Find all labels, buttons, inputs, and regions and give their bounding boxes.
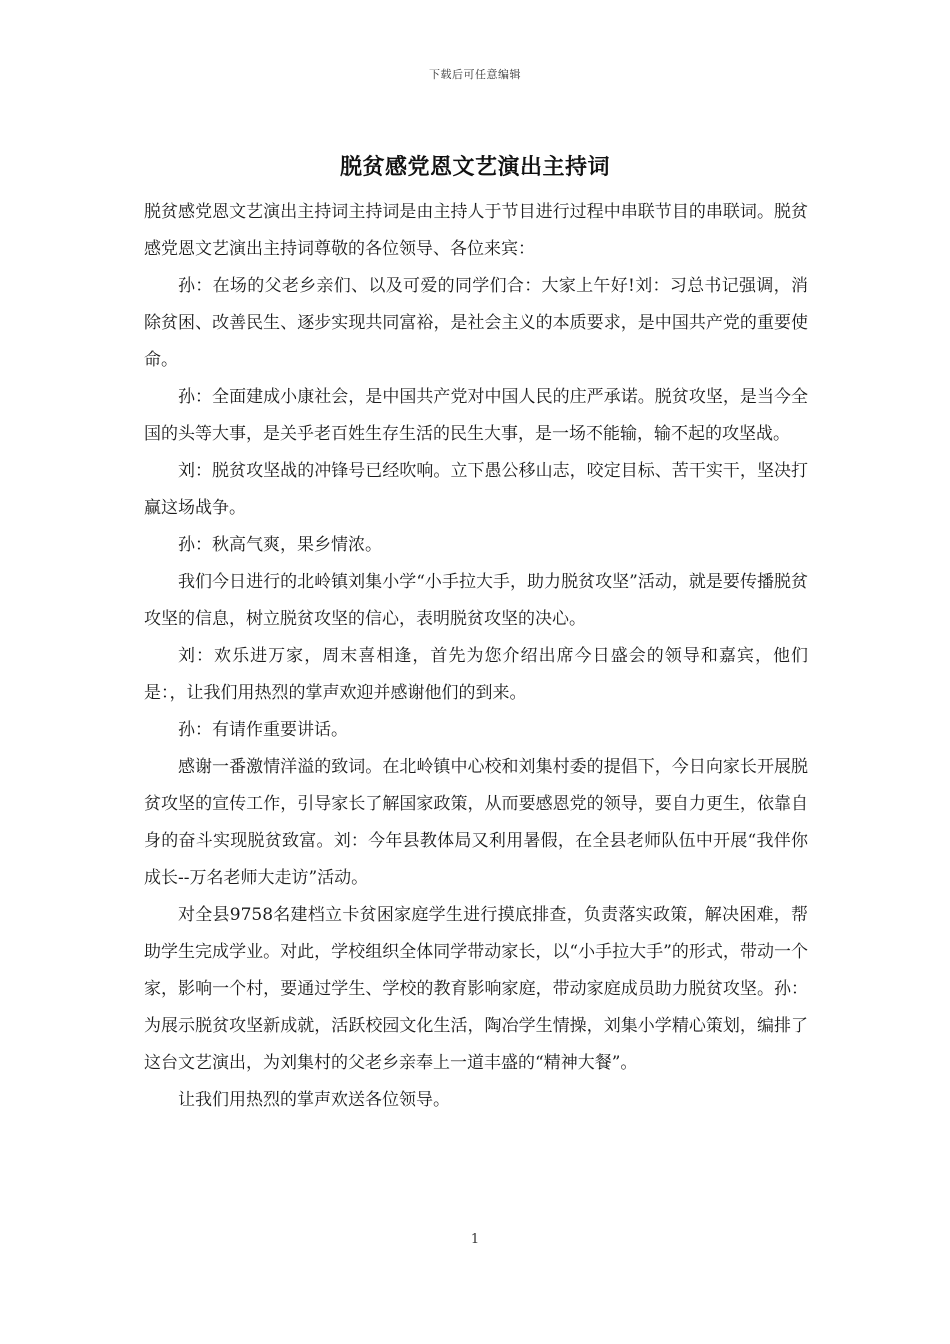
paragraph-intro: 脱贫感党恩文艺演出主持词主持词是由主持人于节目进行过程中串联节目的串联词。脱贫感党恩文艺演出主持词尊敬的各位领导、各位来宾：: [144, 202, 808, 259]
paragraph: 让我们用热烈的掌声欢送各位领导。: [178, 1090, 450, 1110]
paragraph: 我们今日进行的北岭镇刘集小学“小手拉大手，助力脱贫攻坚”活动，就是要传播脱贫攻坚的信息，树立脱贫攻坚的信心，表明脱贫攻坚的决心。: [144, 572, 808, 629]
paragraph: 孙：秋高气爽，果乡情浓。: [178, 535, 382, 555]
paragraph: 对全县9758名建档立卡贫困家庭学生进行摸底排查，负责落实政策，解决困难，帮助学生完成学业。对此，学校组织全体同学带动家长，以“小手拉大手”的形式，带动一个家，影响一个村，要通过学生、学校的教育影响家庭，带动家庭成员助力脱贫攻坚。孙：为展示脱贫攻坚新成就，活跃校园文化生活，陶冶学生情操，刘集小学精心策划，编排了这台文艺演出，为刘集村的父老乡亲奉上一道丰盛的“精神大餐”。: [144, 905, 808, 1073]
page-header: 下载后可任意编辑: [429, 68, 521, 81]
paragraph: 感谢一番激情洋溢的致词。在北岭镇中心校和刘集村委的提倡下，今日向家长开展脱贫攻坚的宣传工作，引导家长了解国家政策，从而要感恩党的领导，要自力更生，依靠自身的奋斗实现脱贫致富。刘：今年县教体局又利用暑假，在全县老师队伍中开展“我伴你成长--万名老师大走访”活动。: [144, 757, 808, 888]
document-body: [144, 194, 808, 1119]
paragraph: 孙：有请作重要讲话。: [178, 720, 348, 740]
document-title: 脱贫感党恩文艺演出主持词: [339, 154, 610, 180]
paragraph: 孙：全面建成小康社会，是中国共产党对中国人民的庄严承诺。脱贫攻坚，是当今全国的头等大事，是关乎老百姓生存生活的民生大事，是一场不能输，输不起的攻坚战。: [144, 387, 808, 444]
page-number: 1: [470, 1232, 480, 1247]
paragraph: 刘：脱贫攻坚战的冲锋号已经吹响。立下愚公移山志，咬定目标、苦干实干，坚决打赢这场战争。: [144, 461, 808, 518]
paragraph: 刘：欢乐进万家，周末喜相逢，首先为您介绍出席今日盛会的领导和嘉宾，他们是：，让我们用热烈的掌声欢迎并感谢他们的到来。: [144, 646, 808, 703]
paragraph: 孙：在场的父老乡亲们、以及可爱的同学们合：大家上午好!刘：习总书记强调，消除贫困、改善民生、逐步实现共同富裕，是社会主义的本质要求，是中国共产党的重要使命。: [144, 276, 808, 370]
